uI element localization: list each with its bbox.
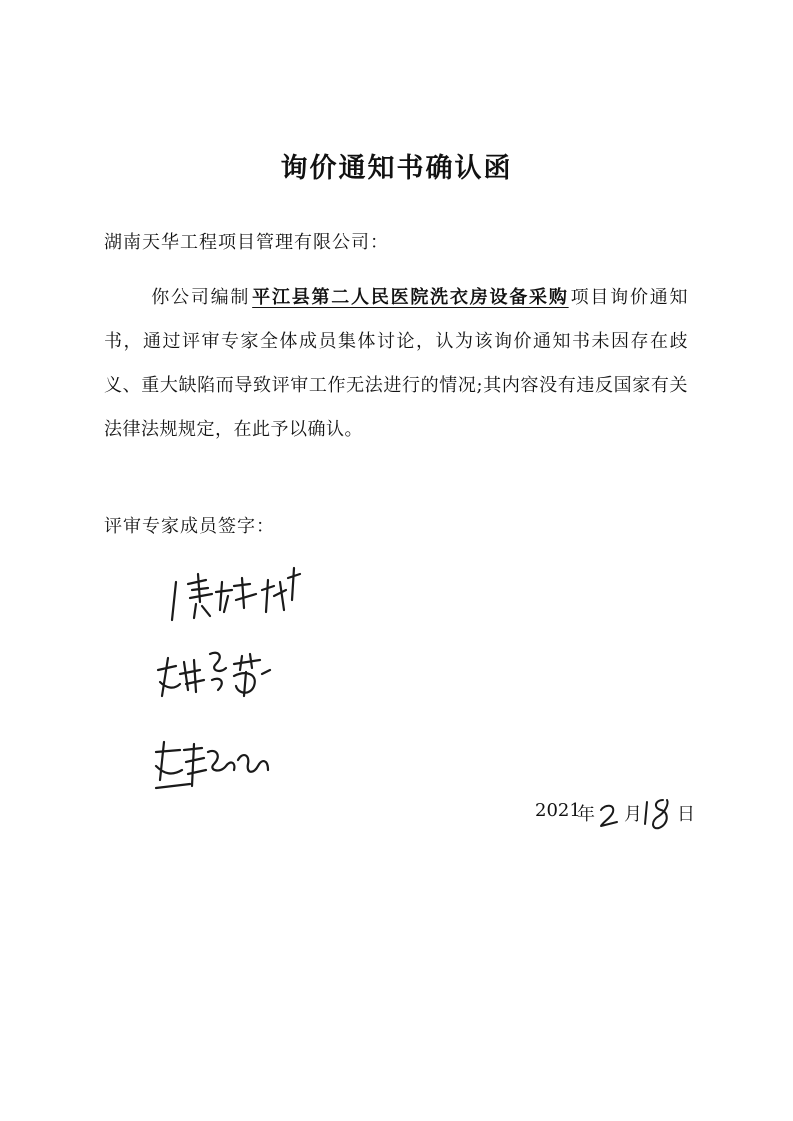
date-line xyxy=(535,796,705,836)
date-day-unit: 日 xyxy=(677,804,695,825)
project-name: 平江县第二人民医院洗衣房设备采购 xyxy=(252,287,569,308)
date-month-unit: 月 xyxy=(624,804,642,825)
addressee: 湖南天华工程项目管理有限公司： xyxy=(104,232,389,253)
handwritten-signature-3 xyxy=(150,730,275,792)
signature-label: 评审专家成员签字： xyxy=(104,516,275,537)
date-year-unit: 年 xyxy=(577,804,595,825)
handwritten-month xyxy=(597,800,623,830)
handwritten-signature-2 xyxy=(150,640,280,702)
document-title: 询价通知书确认函 xyxy=(280,153,513,184)
body-suffix: 项目询价通知书，通过评审专家全体成员集体讨论，认为该询价通知书未因存在歧义、重大缺陷而导致评审工作无法进行的情况;其内容没有违反国家有关法律法规规定，在此予以确认。 xyxy=(104,287,689,440)
date-year: 2021 xyxy=(535,800,581,821)
handwritten-day xyxy=(641,796,675,836)
body-prefix: 你公司编制 xyxy=(150,287,251,308)
handwritten-signature-1 xyxy=(162,560,312,630)
body-paragraph xyxy=(104,276,688,452)
